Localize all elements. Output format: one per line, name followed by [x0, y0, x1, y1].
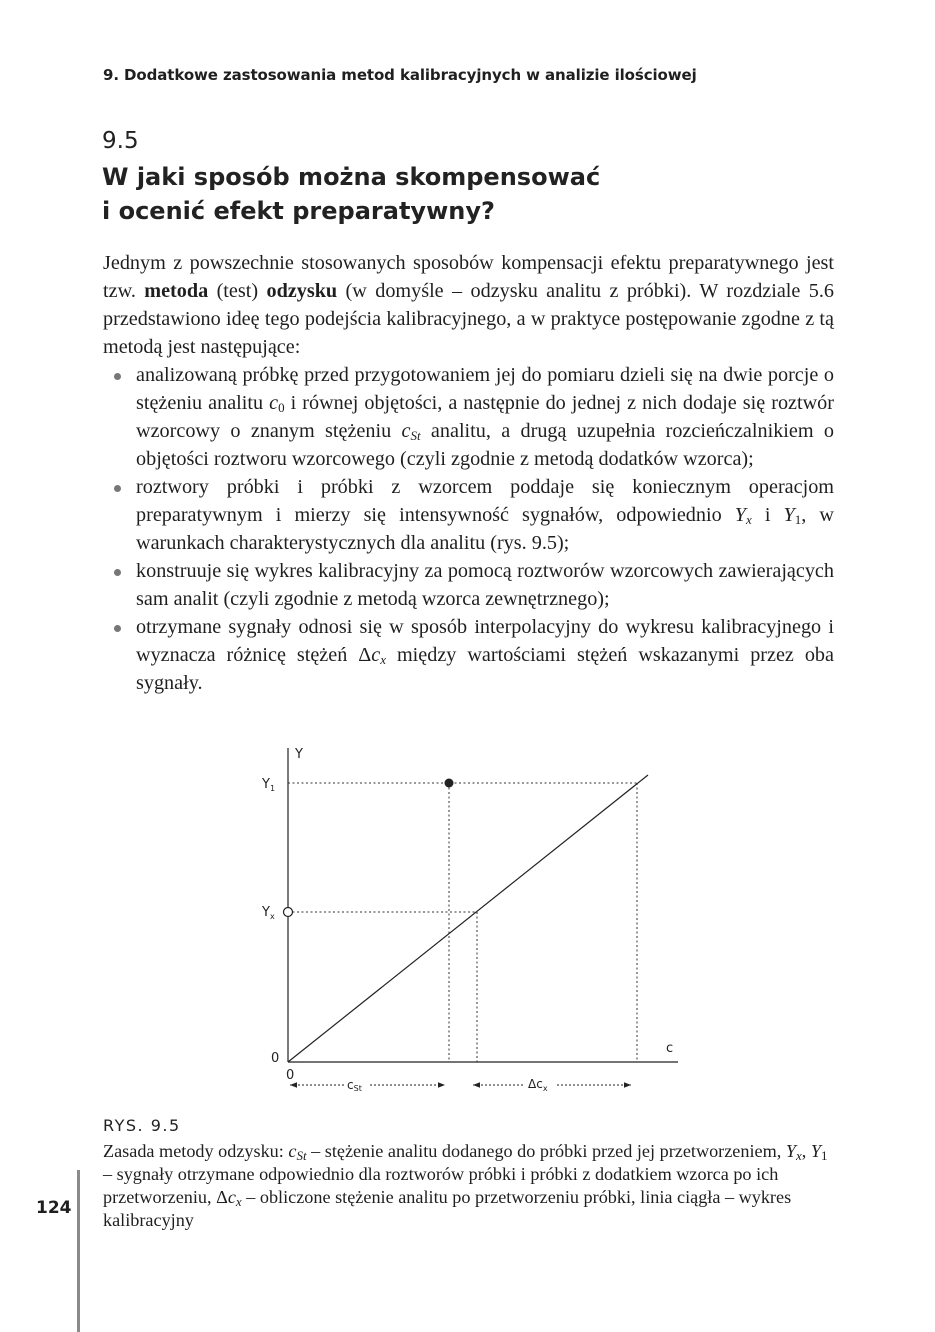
body-text — [103, 249, 834, 697]
section-title-line1: W jaki sposób można skompensować — [102, 163, 601, 191]
list-text: roztwory próbki i próbki z wzorcem poddaje się koniecznym operacjom preparatywnym i mierzy się intensywność sygnałów, odpowiednio — [136, 476, 834, 526]
list-item — [103, 613, 834, 697]
caption-text: , — [801, 1141, 811, 1161]
intro-bold-metoda: metoda — [144, 280, 209, 302]
var-sub: x — [795, 1148, 802, 1163]
intro-text-3: (w domyśle – odzysku analitu z próbki). W rozdziale 5.6 przedstawiono ideę tego podejścia kalibracyjnego, a w praktyce postępowanie zgodne z tą metodą jest następujące: — [103, 280, 835, 358]
yx-label-sub: x — [269, 912, 275, 921]
list-text: i — [751, 504, 784, 526]
figure-caption-label: RYS. 9.5 — [103, 1116, 181, 1135]
list-text: konstruuje się wykres kalibracyjny za pomocą roztworów wzorcowych zawierających sam analit (czyli zgodnie z metodą wzorca zewnętrznego); — [136, 560, 834, 610]
y1-label-sub: 1 — [269, 784, 276, 793]
origin-x-label: 0 — [286, 1068, 295, 1083]
list-text: otrzymane sygnały odnosi się w sposób interpolacyjny do wykresu kalibracyjnego i wyznacza różnicę stężeń Δ — [136, 616, 834, 666]
var-c: c — [371, 644, 381, 666]
intro-paragraph — [103, 249, 834, 361]
list-item — [103, 557, 834, 613]
var-sub: 1 — [820, 1148, 828, 1163]
list-text: analizowaną próbkę przed przygotowaniem jej do pomiaru dzieli się na dwie porcje o stężeniu analitu — [136, 364, 834, 414]
var-sub: 1 — [794, 512, 802, 527]
page-number: 124 — [36, 1198, 72, 1218]
y-axis-label: Y — [295, 747, 303, 762]
x-axis-label: c — [666, 1041, 674, 1056]
yx-label — [261, 905, 275, 921]
intro-text-2: (test) — [208, 280, 267, 302]
list-item — [103, 473, 834, 557]
yx-label-main: Y — [262, 905, 270, 920]
section-title — [102, 160, 722, 228]
y1-filled-point — [445, 779, 454, 788]
var-y: Y — [783, 504, 795, 526]
recovery-method-figure — [250, 740, 690, 1100]
cst-label-sub: St — [353, 1084, 362, 1093]
yx-open-point — [284, 908, 293, 917]
var-y: Y — [810, 1141, 821, 1161]
cst-label-main: c — [347, 1078, 354, 1092]
var-sub: x — [235, 1194, 242, 1209]
caption-text: Zasada metody odzysku: — [103, 1141, 289, 1161]
running-header: 9. Dodatkowe zastosowania metod kalibracyjnych w analizie ilościowej — [103, 66, 697, 84]
var-sub: x — [745, 512, 752, 527]
figure-caption — [103, 1140, 835, 1232]
var-sub: 0 — [278, 400, 285, 415]
y1-label — [261, 777, 275, 793]
section-title-line2: i ocenić efekt preparatywny? — [102, 197, 495, 225]
caption-text: – obliczone stężenie analitu po przetworzeniu próbki, linia ciągła – wykres kalibracyjny — [103, 1187, 792, 1230]
dcx-label-main: Δc — [528, 1077, 543, 1091]
figure-svg — [250, 740, 690, 1100]
var-sub: St — [410, 428, 421, 443]
list-text: analitu, a drugą uzupełnia rozcieńczalnikiem o objętości roztworu wzorcowego (czyli zgodnie z metodą dodatków wzorca); — [136, 420, 834, 470]
var-c: c — [269, 392, 279, 414]
list-text: , w warunkach charakterystycznych dla analitu (rys. 9.5); — [136, 504, 834, 554]
caption-text: – sygnały otrzymane odpowiednio dla roztworów próbki i próbki z dodatkiem wzorca po ich przetworzeniu, Δ — [103, 1164, 779, 1207]
var-sub: St — [296, 1148, 307, 1163]
list-item — [103, 361, 834, 473]
dcx-label-sub: x — [542, 1084, 548, 1093]
intro-text-1: Jednym z powszechnie stosowanych sposobów kompensacji efektu preparatywnego jest tzw. — [103, 252, 834, 302]
var-y: Y — [734, 504, 746, 526]
var-c: c — [401, 420, 411, 442]
y1-label-main: Y — [262, 777, 270, 792]
caption-text: – stężenie analitu dodanego do próbki przed jej przetworzeniem, — [306, 1141, 786, 1161]
var-c: c — [288, 1141, 297, 1161]
list-text: i równej objętości, a następnie do jednej z nich dodaje się roztwór wzorcowy o znanym stężeniu — [136, 392, 834, 442]
var-sub: x — [380, 652, 386, 667]
var-c: c — [227, 1187, 236, 1207]
list-text: między wartościami stężeń wskazanymi przez oba sygnały. — [136, 644, 834, 694]
var-y: Y — [785, 1141, 796, 1161]
intro-bold-odzysku: odzysku — [266, 280, 338, 302]
origin-y-label: 0 — [271, 1051, 280, 1066]
margin-rule — [77, 1170, 80, 1332]
procedure-list — [103, 361, 834, 697]
section-number: 9.5 — [102, 128, 139, 154]
calibration-line — [288, 775, 648, 1062]
